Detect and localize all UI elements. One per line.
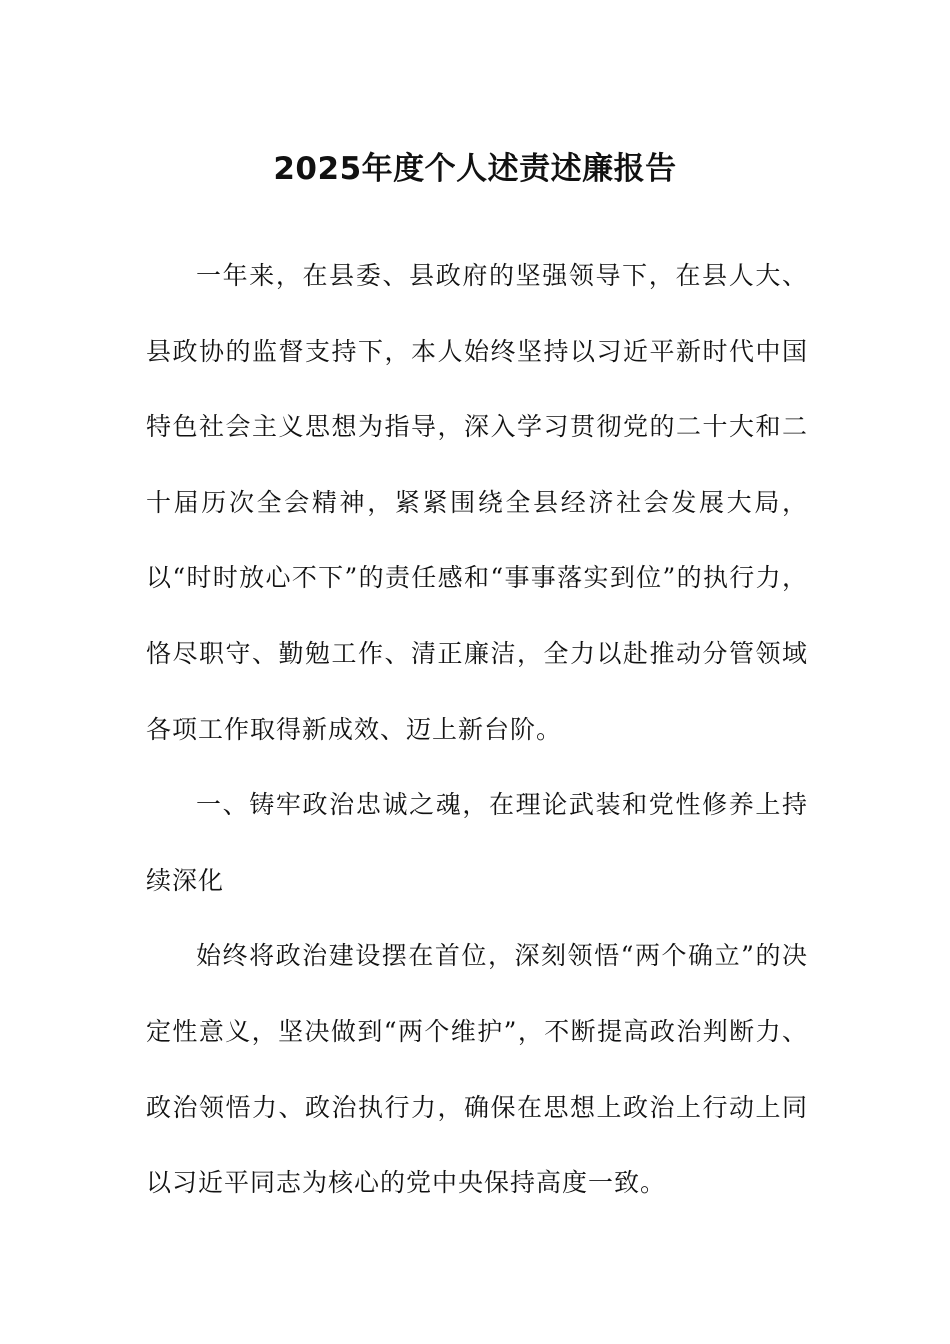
section-heading: 一、铸牢政治忠诚之魂，在理论武装和党性修养上持续深化 [146,790,808,895]
intro-paragraph: 一年来，在县委、县政府的坚强领导下，在县人大、县政协的监督支持下，本人始终坚持以习近平新时代中国特色社会主义思想为指导，深入学习贯彻党的二十大和二十届历次全会精神，紧紧围绕全县经济社会发展大局，以“时时放心不下”的责任感和“事事落实到位”的执行力，恪尽职守、勤勉工作、清正廉洁，全力以赴推动分管领域各项工作取得新成效、迈上新台阶。 [146,261,808,744]
section-paragraph: 始终将政治建设摆在首位，深刻领悟“两个确立”的决定性意义，坚决做到“两个维护”，不断提高政治判断力、政治领悟力、政治执行力，确保在思想上政治上行动上同以习近平同志为核心的党中央保持高度一致。 [146,941,808,1198]
document-body [146,238,808,1221]
document-title: 2025年度个人述责述廉报告 [273,151,677,187]
